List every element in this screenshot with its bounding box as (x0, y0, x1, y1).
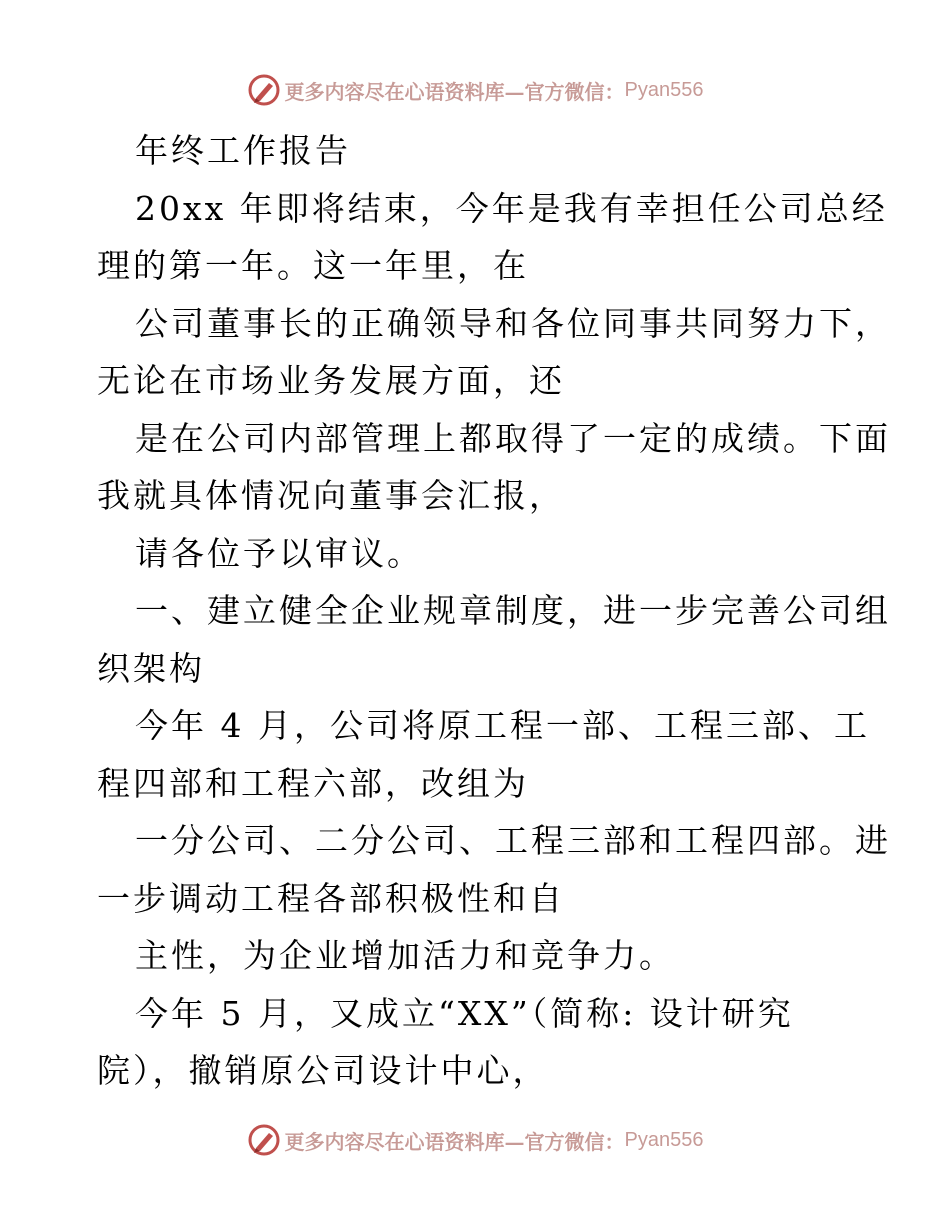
paragraph-line: 是在公司内部管理上都取得了一定的成绩。下面 (135, 418, 891, 458)
section-heading-continuation: 织架构 (97, 648, 205, 688)
header-wechat-id: Pyan556 (624, 78, 704, 101)
paragraph-line: 我就具体情况向董事会汇报， (97, 476, 565, 515)
paragraph-line: 公司董事长的正确领导和各位同事共同努力下， (135, 303, 891, 343)
section-heading: 一、建立健全企业规章制度，进一步完善公司组 (135, 591, 891, 630)
paragraph-line: 20xx 年即将结束，今年是我有幸担任公司总经 (135, 188, 888, 228)
paragraph-line: 一分公司、二分公司、工程三部和工程四部。进 (135, 821, 891, 860)
header-banner-text: 更多内容尽在心语资料库—官方微信： (284, 79, 625, 104)
document-title: 年终工作报告 (135, 131, 351, 170)
paragraph-line: 程四部和工程六部，改组为 (97, 763, 529, 803)
paragraph-line: 今年 5 月，又成立“XX”（简称: 设计研究 (135, 993, 794, 1033)
document-body (97, 122, 891, 1100)
footer-banner-text: 更多内容尽在心语资料库—官方微信： (284, 1129, 625, 1154)
pen-logo-icon (247, 73, 281, 107)
pen-logo-icon (247, 1123, 281, 1157)
footer-banner (0, 1120, 950, 1160)
paragraph-line: 一步调动工程各部积极性和自 (97, 878, 565, 918)
header-banner (0, 70, 950, 110)
paragraph-line: 无论在市场业务发展方面，还 (97, 361, 565, 400)
footer-wechat-id: Pyan556 (624, 1128, 704, 1151)
paragraph-line: 主性，为企业增加活力和竞争力。 (135, 936, 675, 975)
paragraph-line: 请各位予以审议。 (135, 533, 423, 573)
paragraph-line: 今年 4 月，公司将原工程一部、工程三部、工 (135, 706, 870, 745)
paragraph-line: 理的第一年。这一年里，在 (97, 246, 529, 285)
paragraph-line: 院），撤销原公司设计中心， (97, 1051, 549, 1090)
